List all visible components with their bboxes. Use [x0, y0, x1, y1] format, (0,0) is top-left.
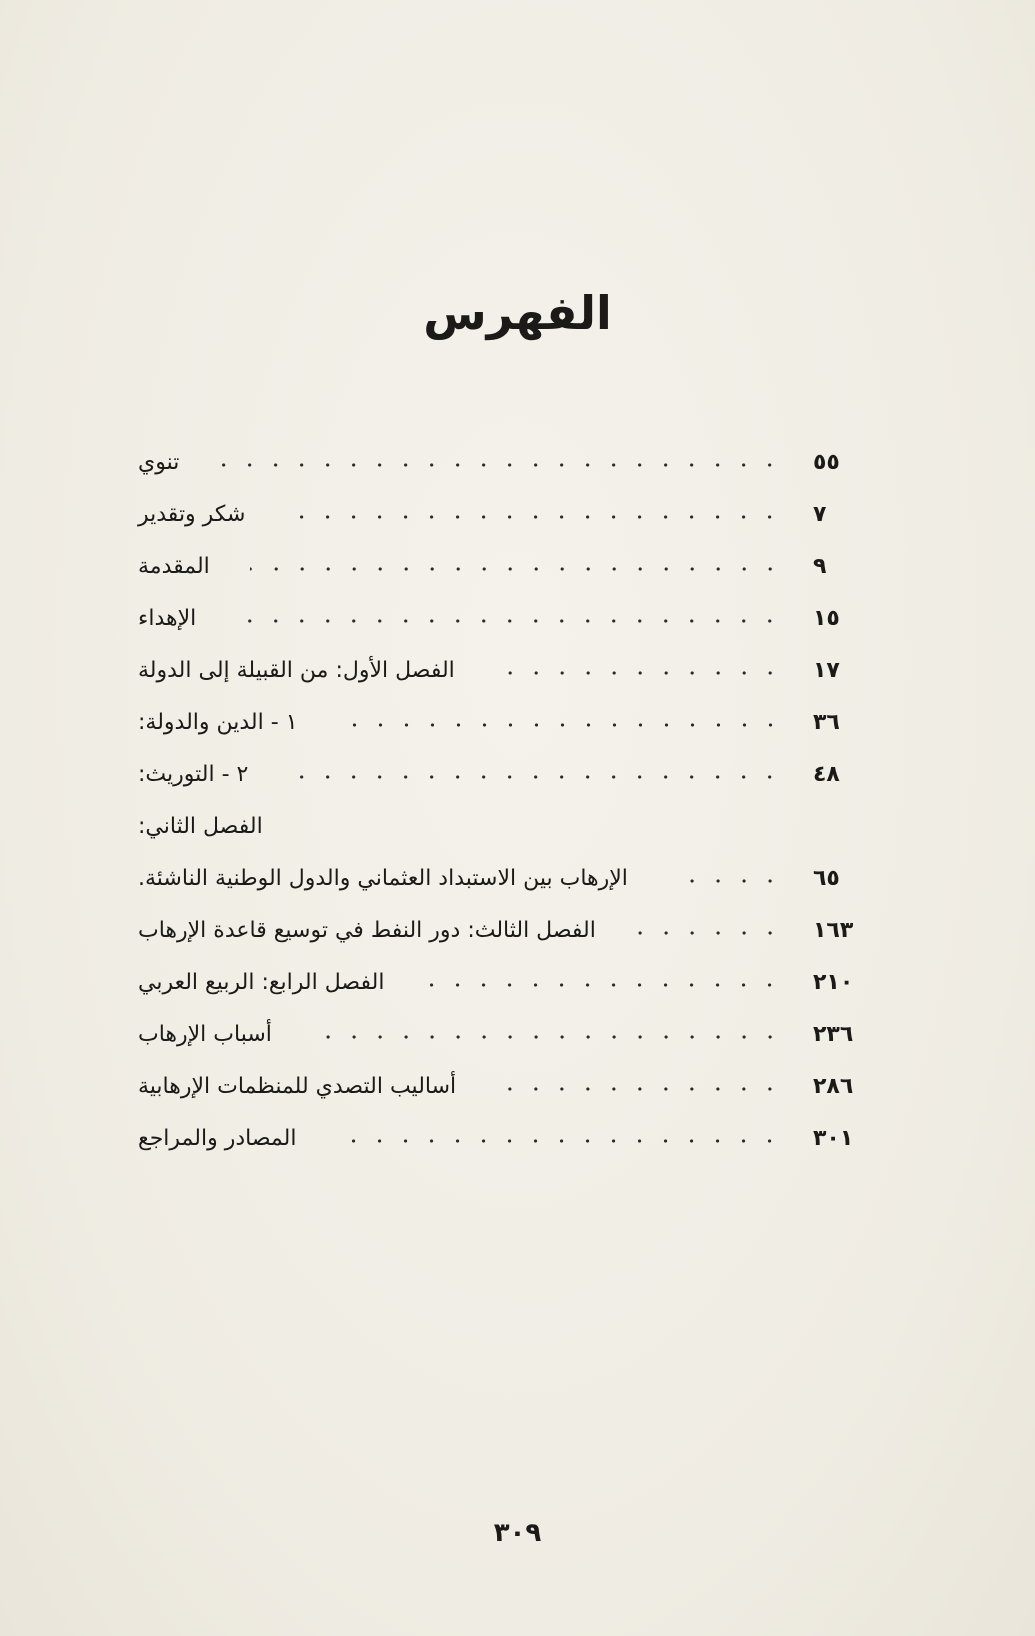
- toc-entry-title: تنوي: [138, 449, 180, 475]
- toc-entry-title: ١ - الدين والدولة:: [138, 709, 298, 735]
- dot-leader: [303, 827, 783, 831]
- toc-entry-title: الفصل الأول: من القبيلة إلى الدولة: [138, 657, 455, 683]
- toc-entry-title: الفصل الرابع: الربيع العربي: [138, 969, 385, 995]
- dot-leader: [219, 463, 783, 467]
- dot-leader: [285, 515, 783, 519]
- toc-row: [130, 852, 875, 904]
- toc-row: [130, 1008, 875, 1060]
- toc-page-number: ٢٣٦: [813, 1021, 854, 1047]
- toc-entry-title: الفصل الثاني:: [138, 813, 263, 839]
- toc-page-number: ١٧: [813, 657, 840, 683]
- dot-leader: [338, 723, 783, 727]
- toc-row: [130, 540, 875, 592]
- table-of-contents: [130, 436, 875, 1164]
- toc-entry-title: المقدمة: [138, 553, 210, 579]
- toc-page-number: ١٥: [813, 605, 840, 631]
- toc-page-number: ٥٥: [813, 449, 840, 475]
- dot-leader: [636, 931, 783, 935]
- dot-leader: [250, 567, 783, 571]
- toc-page-number: ٢١٠: [813, 969, 854, 995]
- toc-row: [130, 1060, 875, 1112]
- dot-leader: [496, 1087, 783, 1091]
- dot-leader: [424, 983, 783, 987]
- toc-entry-title: الإهداء: [138, 605, 197, 631]
- toc-page-number: ٤٨: [813, 761, 840, 787]
- toc-row: [130, 436, 875, 488]
- toc-page-number: ٩: [813, 553, 827, 579]
- toc-entry-title: شكر وتقدير: [138, 501, 246, 527]
- dot-leader: [668, 879, 783, 883]
- toc-row: [130, 748, 875, 800]
- toc-entry-title: أسباب الإرهاب: [138, 1021, 272, 1047]
- dot-leader: [236, 619, 783, 623]
- page-title: الفهرس: [423, 286, 612, 340]
- dot-leader: [495, 671, 783, 675]
- toc-row: [130, 800, 875, 852]
- toc-row: [130, 644, 875, 696]
- toc-page-number: ٧: [813, 501, 827, 527]
- toc-row: [130, 696, 875, 748]
- toc-row: [130, 904, 875, 956]
- dot-leader: [288, 775, 783, 779]
- toc-entry-title: ٢ - التوريث:: [138, 761, 249, 787]
- toc-page-number: ١٦٣: [813, 917, 854, 943]
- dot-leader: [336, 1139, 783, 1143]
- toc-page-number: ٢٨٦: [813, 1073, 854, 1099]
- toc-row: [130, 1112, 875, 1164]
- toc-entry-title: المصادر والمراجع: [138, 1125, 297, 1151]
- toc-entry-title: أساليب التصدي للمنظمات الإرهابية: [138, 1073, 457, 1099]
- toc-entry-title: الفصل الثالث: دور النفط في توسيع قاعدة الإرهاب: [138, 917, 596, 943]
- toc-row: [130, 592, 875, 644]
- dot-leader: [312, 1035, 783, 1039]
- toc-entry-title: الإرهاب بين الاستبداد العثماني والدول الوطنية الناشئة.: [138, 865, 628, 891]
- toc-row: [130, 956, 875, 1008]
- toc-page-number: ٣٦: [813, 709, 840, 735]
- toc-page-number: ٦٥: [813, 865, 840, 891]
- toc-page-number: ٣٠١: [813, 1125, 854, 1151]
- toc-row: [130, 488, 875, 540]
- page-number: ٣٠٩: [493, 1518, 542, 1548]
